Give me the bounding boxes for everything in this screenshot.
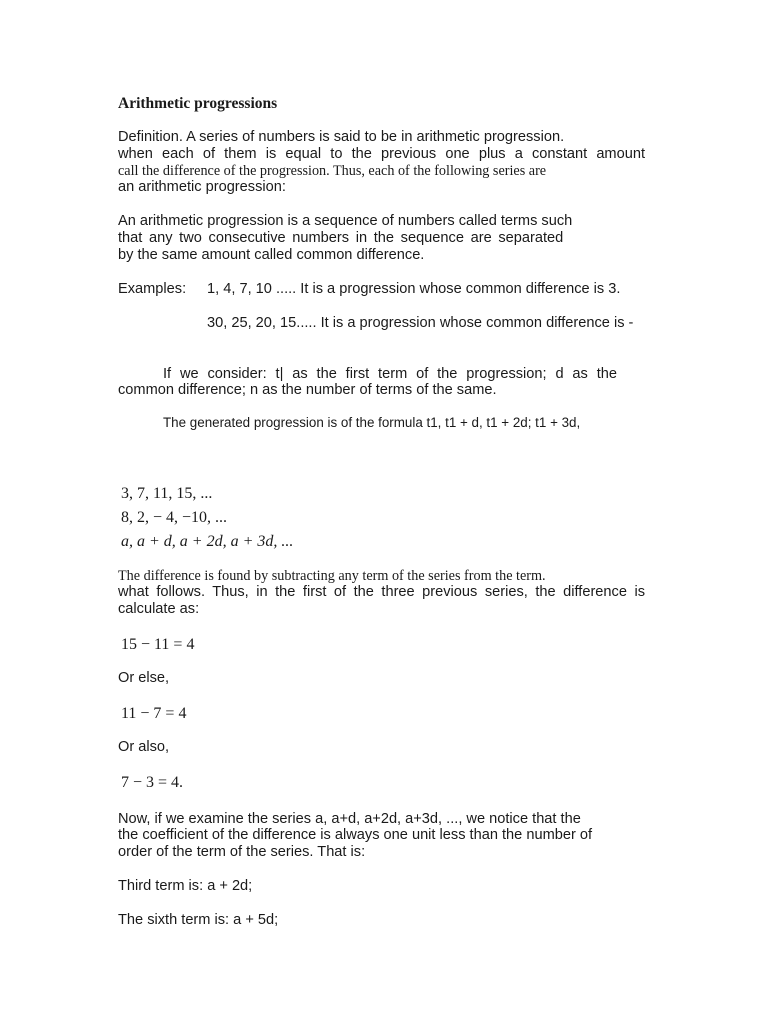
document-title: Arithmetic progressions [118,95,278,112]
or-also-text: Or also, [118,739,170,755]
series-1: 3, 7, 11, 15, ... [121,485,213,502]
sixth-term-text: The sixth term is: a + 5d; [118,912,279,928]
definition-line-4: an arithmetic progression: [118,179,286,195]
equation-2: 11 − 7 = 4 [121,705,187,722]
difference-line-3: calculate as: [118,601,200,617]
now-line-1: Now, if we examine the series a, a+d, a+2d, a+3d, ..., we notice that the [118,811,581,827]
sequence-def-line-1: An arithmetic progression is a sequence of numbers called terms such [118,213,573,229]
series-2: 8, 2, − 4, −10, ... [121,509,228,526]
difference-line-1: The difference is found by subtracting any term of the series from the term. [118,568,546,584]
now-line-2: the coefficient of the difference is always one unit less than the number of [118,827,593,843]
formula-line: The generated progression is of the formula t1, t1 + d, t1 + 2d; t1 + 3d, [163,415,581,430]
definition-line-1: Definition. A series of numbers is said to be in arithmetic progression. [118,129,565,145]
series-3: a, a + d, a + 2d, a + 3d, ... [121,533,294,550]
or-else-text: Or else, [118,670,170,686]
definition-line-3: call the difference of the progression. Thus, each of the following series are [118,163,547,179]
definition-line-2: when each of them is equal to the previous one plus a constant amount [118,146,645,162]
difference-line-2: what follows. Thus, in the first of the three previous series, the difference is [118,584,645,600]
third-term-text: Third term is: a + 2d; [118,878,253,894]
examples-label: Examples: [118,281,187,297]
equation-1: 15 − 11 = 4 [121,636,195,653]
sequence-def-line-3: by the same amount called common difference. [118,247,425,263]
example-1: 1, 4, 7, 10 ..... It is a progression whose common difference is 3. [207,281,621,297]
consider-line-2: common difference; n as the number of terms of the same. [118,382,497,398]
equation-3: 7 − 3 = 4. [121,774,184,791]
sequence-def-line-2: that any two consecutive numbers in the sequence are separated [118,230,564,246]
consider-line-1: If we consider: t| as the first term of the progression; d as the [163,366,617,382]
example-2: 30, 25, 20, 15..... It is a progression whose common difference is - [207,315,634,331]
now-line-3: order of the term of the series. That is: [118,844,366,860]
